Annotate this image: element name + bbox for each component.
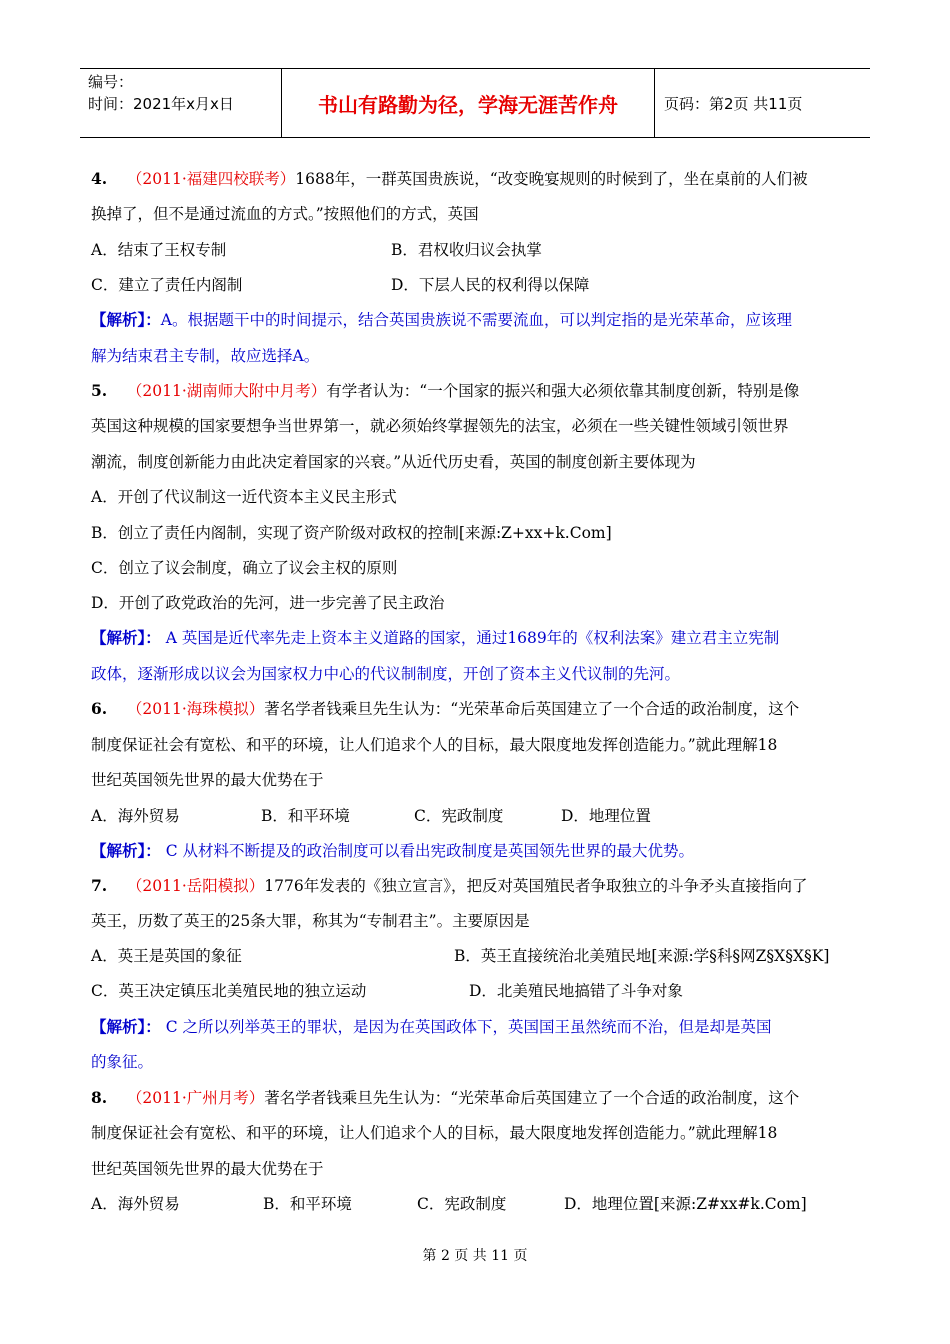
q7-source: （2011·岳阳模拟） <box>126 877 265 895</box>
motto: 书山有路勤为径，学海无涯苦作舟 <box>281 69 655 137</box>
q7-analysis-text1: C 之所以列举英王的罪状，是因为在英国政体下，英国国王虽然统而不治，但是却是英国 <box>160 1018 772 1036</box>
q6-stem-line3: 世纪英国领先世界的最大优势在于 <box>91 771 324 789</box>
q7-stem-text1: 1776年发表的《独立宣言》，把反对英国殖民者争取独立的斗争矛头直接指向了 <box>264 877 808 895</box>
q5-analysis-line1 <box>91 625 779 651</box>
q7-stem-line1 <box>91 873 807 899</box>
q4-analysis-line2: 解为结束君主专制，故应选择A。 <box>91 347 320 365</box>
q4-number: 4. <box>91 169 108 188</box>
q5-option-a: A．开创了代议制这一近代资本主义民主形式 <box>91 488 397 506</box>
q5-analysis-text1: A 英国是近代率先走上资本主义道路的国家，通过1689年的《权利法案》建立君主立宪制 <box>160 629 780 647</box>
page-info: 页码：第2页 共11页 <box>664 94 803 113</box>
q4-source: （2011·福建四校联考） <box>126 170 296 188</box>
q6-number: 6. <box>91 699 108 718</box>
code-label: 编号： <box>88 73 134 91</box>
q7-analysis-line2: 的象征。 <box>91 1053 154 1071</box>
q8-stem-line3: 世纪英国领先世界的最大优势在于 <box>91 1160 324 1178</box>
q4-analysis-line1 <box>91 307 792 333</box>
q4-analysis-text1: A。根据题干中的时间提示，结合英国贵族说不需要流血，可以判定指的是光荣革命，应该理 <box>160 311 792 329</box>
date-label: 时间：2021年x月x日 <box>88 95 234 113</box>
q7-analysis-tag: 【解析】： <box>91 1017 161 1036</box>
q8-stem-line1 <box>91 1085 799 1111</box>
q5-option-b: B．创立了责任内阁制，实现了资产阶级对政权的控制[来源:Z+xx+k.Com] <box>91 524 612 542</box>
q4-option-d: D．下层人民的权利得以保障 <box>391 276 590 294</box>
q8-source: （2011·广州月考） <box>126 1089 265 1107</box>
q6-analysis-line1 <box>91 838 694 864</box>
q6-source: （2011·海珠模拟） <box>126 700 265 718</box>
q8-number: 8. <box>91 1088 108 1107</box>
q5-number: 5. <box>91 381 108 400</box>
q6-analysis-text1: C 从材料不断提及的政治制度可以看出宪政制度是英国领先世界的最大优势。 <box>160 842 694 860</box>
q5-option-c: C．创立了议会制度，确立了议会主权的原则 <box>91 559 398 577</box>
q7-option-b: B．英王直接统治北美殖民地[来源:学§科§网Z§X§X§K] <box>454 947 830 965</box>
header-meta <box>88 71 280 115</box>
q8-option-d: D．地理位置[来源:Z#xx#k.Com] <box>564 1195 807 1213</box>
q8-stem-line2: 制度保证社会有宽松、和平的环境，让人们追求个人的目标，最大限度地发挥创造能力。”就此理解18 <box>91 1124 778 1142</box>
q4-option-b: B．君权收归议会执掌 <box>391 241 542 259</box>
q5-stem-line1 <box>91 378 799 404</box>
q6-stem-text1: 著名学者钱乘旦先生认为：“光荣革命后英国建立了一个合适的政治制度，这个 <box>264 700 800 718</box>
q5-source: （2011·湖南师大附中月考） <box>126 382 327 400</box>
q7-option-d: D．北美殖民地搞错了斗争对象 <box>469 982 683 1000</box>
q7-number: 7. <box>91 876 108 895</box>
page-header <box>80 68 870 138</box>
q5-stem-text1: 有学者认为：“一个国家的振兴和强大必须依靠其制度创新，特别是像 <box>326 382 800 400</box>
q7-option-a: A．英王是英国的象征 <box>91 947 242 965</box>
q6-option-a: A．海外贸易 <box>91 807 180 825</box>
q4-option-c: C．建立了责任内阁制 <box>91 276 243 294</box>
q4-option-a: A．结束了王权专制 <box>91 241 227 259</box>
q5-stem-line2: 英国这种规模的国家要想争当世界第一，就必须始终掌握领先的法宝，必须在一些关键性领域引领世界 <box>91 417 789 435</box>
q6-option-b: B．和平环境 <box>261 807 350 825</box>
q8-option-b: B．和平环境 <box>263 1195 352 1213</box>
q5-option-d: D．开创了政党政治的先河，进一步完善了民主政治 <box>91 594 445 612</box>
q6-stem-line2: 制度保证社会有宽松、和平的环境，让人们追求个人的目标，最大限度地发挥创造能力。”就此理解18 <box>91 736 778 754</box>
q6-option-c: C．宪政制度 <box>414 807 504 825</box>
q6-stem-line1 <box>91 696 799 722</box>
q4-stem-line1 <box>91 166 808 192</box>
q8-stem-text1: 著名学者钱乘旦先生认为：“光荣革命后英国建立了一个合适的政治制度，这个 <box>264 1089 800 1107</box>
q4-stem-line2: 换掉了，但不是通过流血的方式。”按照他们的方式，英国 <box>91 205 479 223</box>
q8-option-c: C．宪政制度 <box>417 1195 507 1213</box>
q7-option-c: C．英王决定镇压北美殖民地的独立运动 <box>91 982 367 1000</box>
q7-analysis-line1 <box>91 1014 771 1040</box>
q7-stem-line2: 英王，历数了英王的25条大罪，称其为“专制君主”。主要原因是 <box>91 912 530 930</box>
q4-stem-text1: 1688年，一群英国贵族说，“改变晚宴规则的时候到了，坐在桌前的人们被 <box>295 170 808 188</box>
q8-option-a: A．海外贸易 <box>91 1195 180 1213</box>
q5-analysis-line2: 政体，逐渐形成以议会为国家权力中心的代议制制度，开创了资本主义代议制的先河。 <box>91 665 681 683</box>
q6-analysis-tag: 【解析】： <box>91 841 161 860</box>
q5-analysis-tag: 【解析】： <box>91 628 161 647</box>
q5-stem-line3: 潮流，制度创新能力由此决定着国家的兴衰。”从近代历史看，英国的制度创新主要体现为 <box>91 453 696 471</box>
page-footer: 第 2 页 共 11 页 <box>422 1248 528 1264</box>
q6-option-d: D．地理位置 <box>561 807 651 825</box>
q4-analysis-tag: 【解析】： <box>91 310 161 329</box>
